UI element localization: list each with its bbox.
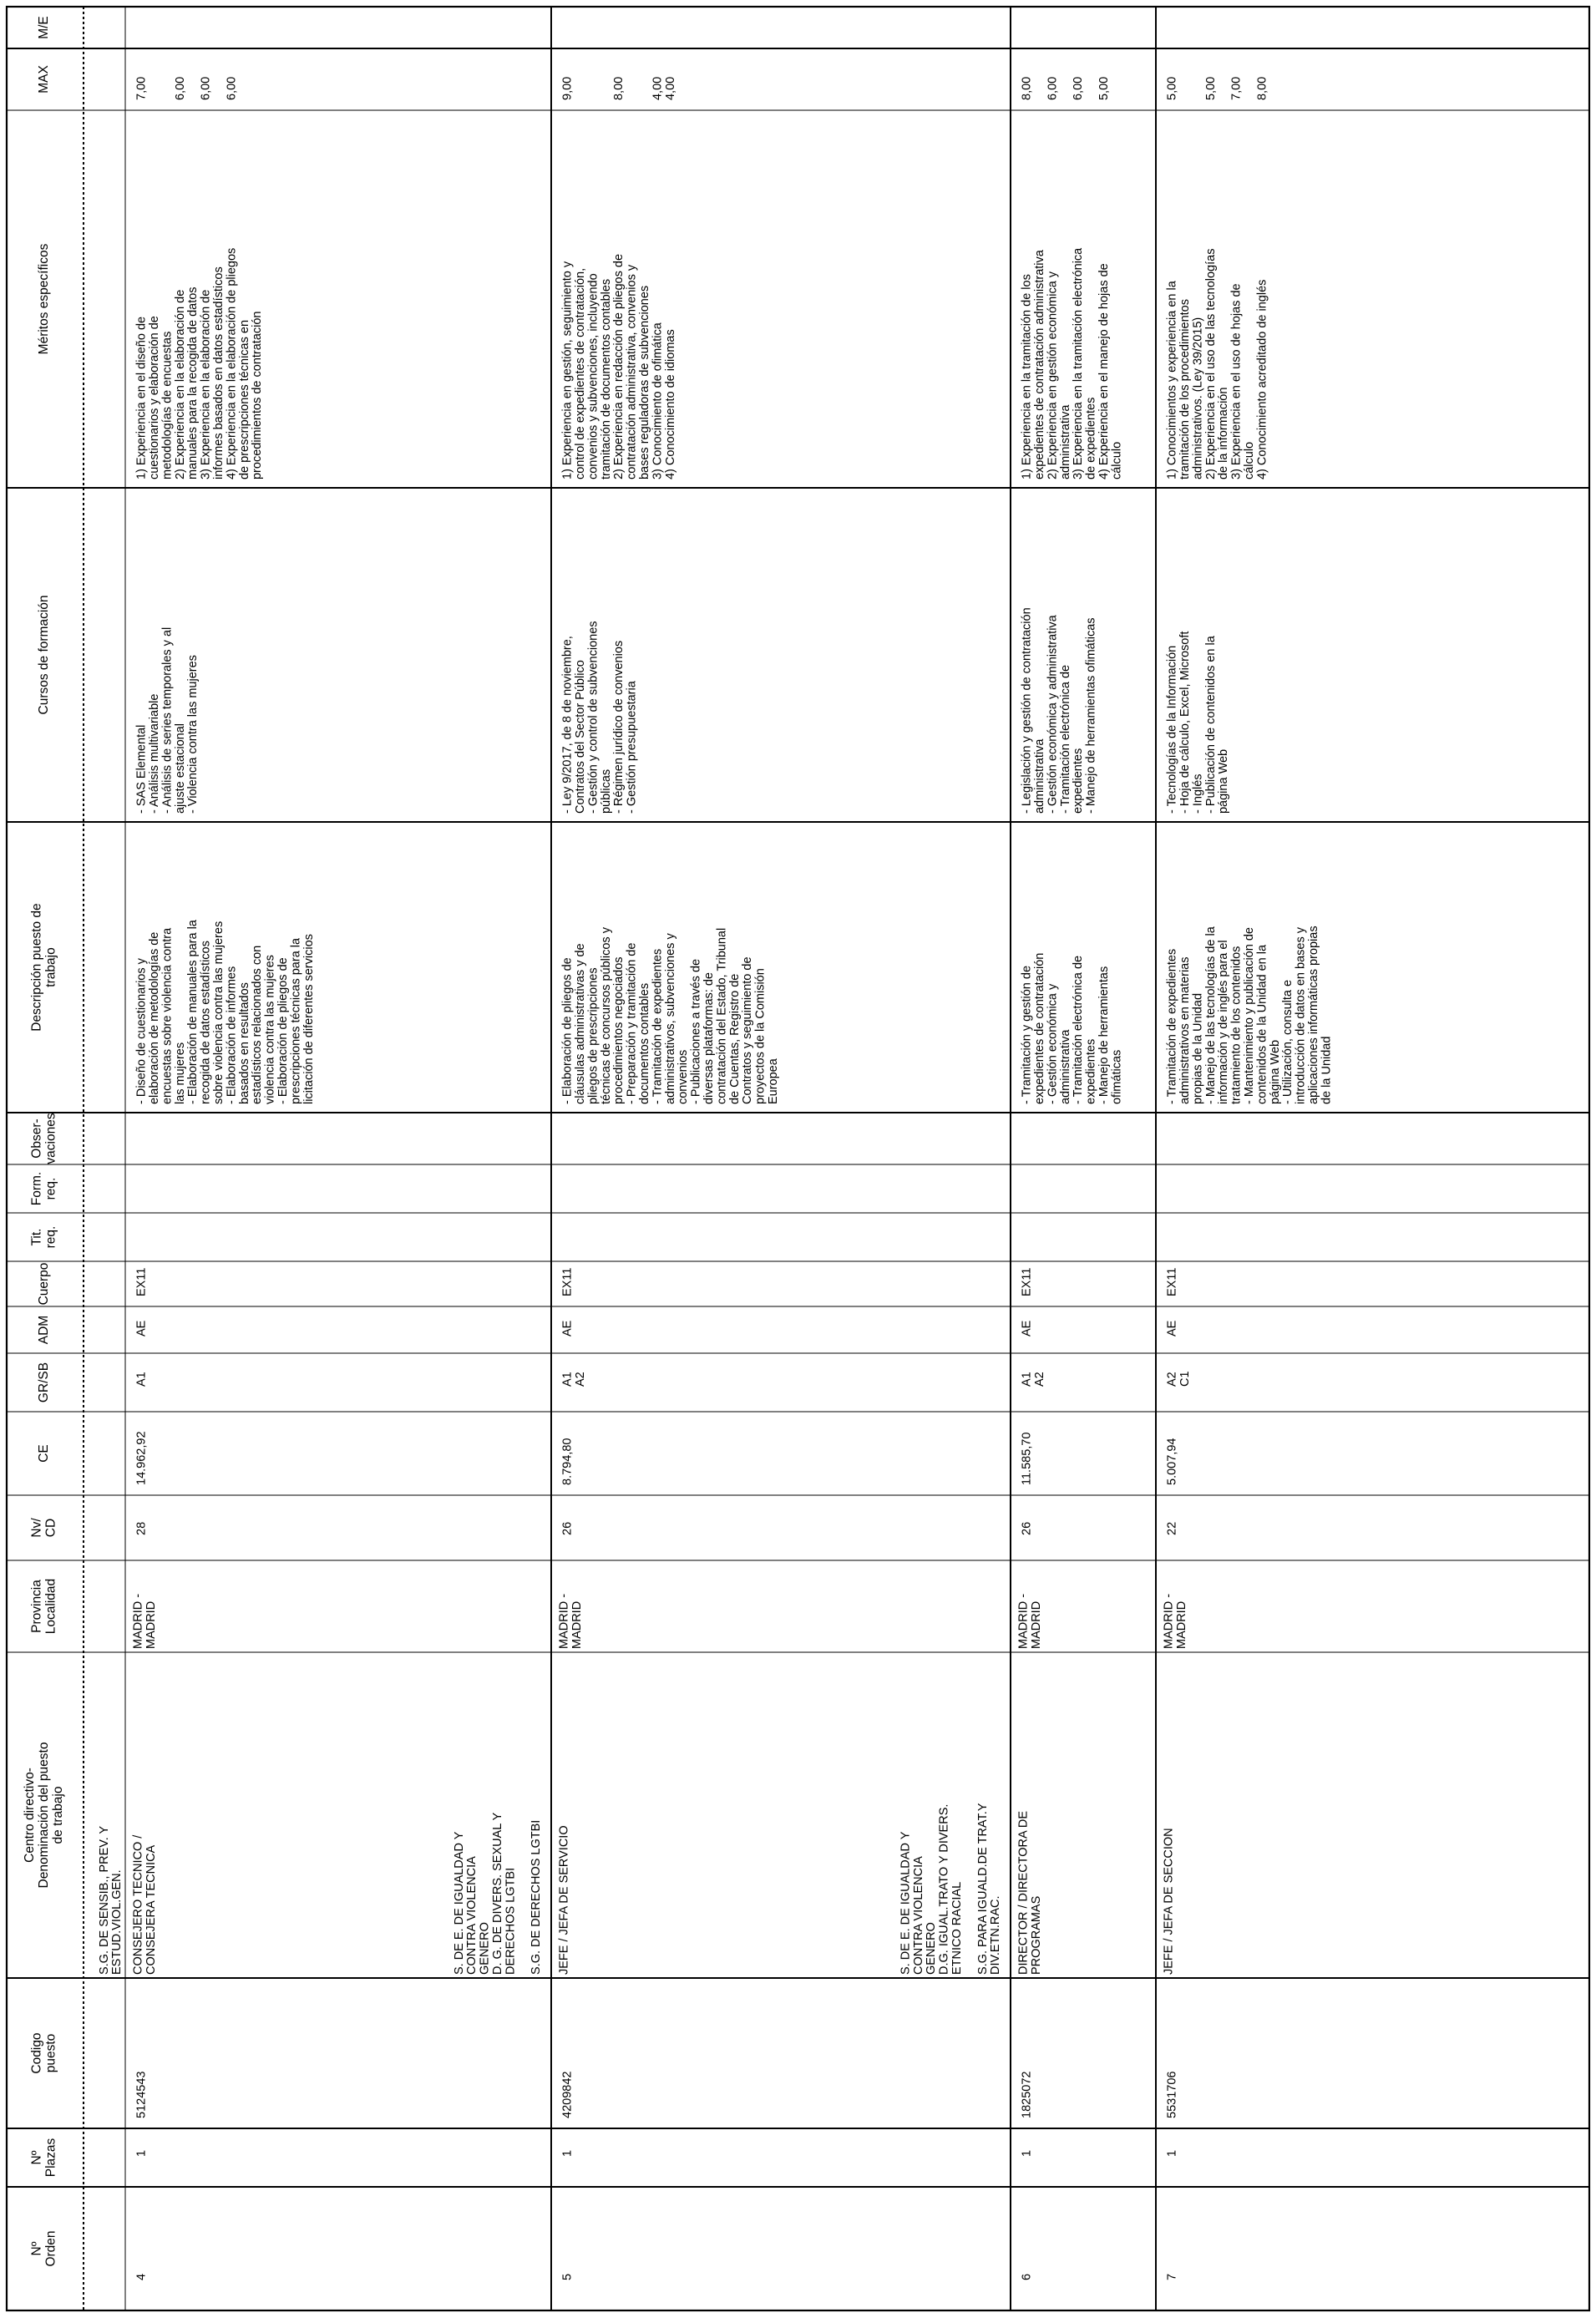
text-line: Cursos de formación (36, 595, 51, 715)
text-line: bases reguladoras de subvenciones (637, 285, 651, 479)
text-line: metodologías de encuestas (160, 331, 175, 479)
text-line: MADRID (1174, 1600, 1188, 1649)
text-line: - Tramitación de expedientes (651, 948, 665, 1104)
cell-cursos (135, 627, 200, 814)
text-line: MADRID - (1016, 1593, 1031, 1649)
cell-provincia (558, 1594, 584, 1649)
text-line: - Mantenimiento y publicación de (1242, 927, 1256, 1104)
cell-provincia (1163, 1594, 1188, 1649)
text-line: administrativa (1058, 404, 1072, 479)
max-value: 6,00 (1072, 76, 1086, 100)
text-line: las mujeres (173, 1042, 187, 1104)
cell-provincia (1017, 1594, 1043, 1649)
text-line: - Legislación y gestión de contratación (1020, 607, 1034, 814)
text-line: - Análisis de series temporales y al (160, 626, 175, 814)
text-line: - Inglés (1191, 773, 1205, 814)
text-line: prescripciones técnicas para la (289, 937, 303, 1104)
text-line: Contratos del Sector Público (573, 660, 587, 814)
text-line: - Tecnologías de la Información (1165, 645, 1179, 814)
text-line: - Elaboración de pliegos de (276, 957, 290, 1104)
text-line: 7 (1165, 2273, 1179, 2280)
cell-centro-unidad (899, 1803, 1002, 1975)
header-cuerpo (37, 1263, 51, 1306)
text-line: contratación del Estado, Tribunal (715, 927, 729, 1104)
text-line: - SAS Elemental (134, 724, 149, 814)
text-line: ajuste estacional (173, 723, 187, 814)
text-line: GR/SB (36, 1362, 51, 1403)
text-line: encuestas sobre violencia contra (160, 927, 175, 1104)
text-line: Localidad (43, 1578, 58, 1635)
text-line: - Tramitación electrónica de (1072, 955, 1086, 1104)
text-line: - Elaboración de informes (225, 966, 239, 1104)
cell-centro-unidad (453, 1812, 543, 1975)
max-value: 6,00 (199, 76, 213, 100)
text-line: EX11 (1020, 1267, 1034, 1296)
text-line: públicas (599, 768, 613, 814)
max-value: 5,00 (1165, 76, 1179, 100)
text-line: CD (43, 1518, 58, 1538)
text-line: administrativa (1058, 1029, 1072, 1104)
text-line: Cuerpo (36, 1262, 51, 1306)
text-line: 2) Experiencia en la elaboración de (173, 289, 187, 479)
text-line: 4) Experiencia en la elaboración de pliegos (225, 247, 239, 479)
cell-puesto (1017, 1811, 1043, 1975)
text-line: convenios y subvenciones, incluyendo (586, 273, 600, 479)
text-line: cálculo (1110, 441, 1124, 479)
text-line: 4 (134, 2273, 149, 2280)
cell-plazas (1166, 2150, 1179, 2157)
max-value: 7,00 (134, 76, 149, 100)
text-line: puesto (43, 2033, 58, 2073)
text-line: técnicas de concursos públicos y (599, 927, 613, 1104)
max-value: 4,00 (651, 76, 665, 100)
header-plazas (29, 2138, 58, 2177)
text-line: Obser- (29, 1118, 44, 1159)
text-line: administrativos en materias (1178, 956, 1192, 1104)
text-line: aplicaciones informáticas propias (1306, 926, 1320, 1104)
text-line: CONTRA VIOLENCIA (911, 1856, 925, 1975)
cell-puesto (1163, 1828, 1176, 1975)
text-line: contenidos de la Unidad en la (1255, 944, 1269, 1104)
text-line: 1) Conocimientos y experiencia en la (1165, 281, 1179, 479)
text-line: 26 (1020, 1521, 1034, 1535)
text-line: - Análisis multivariable (147, 693, 161, 814)
text-line: Form. (29, 1171, 44, 1206)
text-line: AE (560, 1320, 575, 1336)
text-line: cálculo (1242, 441, 1256, 479)
text-line: - Régimen jurídico de convenios (612, 640, 626, 814)
text-line: ofimáticas (1110, 1049, 1124, 1104)
header-nivel (29, 1518, 58, 1538)
text-line: información y de inglés para el (1217, 940, 1231, 1104)
cell-puesto (558, 1825, 571, 1975)
text-line: A2 (573, 1372, 587, 1387)
text-line: A1 (560, 1372, 575, 1387)
text-line: contratación administrativa, convenios y (625, 264, 639, 479)
header-codigo (29, 2032, 58, 2073)
text-line: MADRID - (1162, 1593, 1176, 1649)
table-row (98, 77, 316, 2280)
cell-meritos (1166, 249, 1269, 479)
text-line: Méritos específicos (36, 243, 51, 355)
cell-descripcion (1166, 926, 1334, 1104)
text-line: procedimientos negociados (612, 956, 626, 1104)
text-line: - Diseño de cuestionarios y (134, 958, 149, 1104)
text-line: página Web (1217, 748, 1231, 814)
text-line: CONSEJERA TECNICA (144, 1844, 158, 1975)
text-line: C1 (1178, 1371, 1192, 1387)
text-line: EX11 (134, 1267, 149, 1296)
cell-nivel (1166, 1522, 1179, 1535)
text-line: MADRID (1029, 1600, 1043, 1649)
text-line: EX11 (1165, 1267, 1179, 1296)
text-line: ETNICO RACIAL (950, 1881, 964, 1975)
text-line: tratamiento de los contenidos (1229, 946, 1244, 1104)
header-ce (37, 1444, 51, 1463)
text-line: MADRID (570, 1600, 584, 1649)
text-line: manuales para la recogida de datos (186, 287, 200, 479)
text-line: JEFE / JEFA DE SECCION (1162, 1828, 1176, 1975)
table-row (1163, 77, 1334, 2280)
cell-provincia (132, 1594, 158, 1649)
table-header (23, 16, 65, 2266)
text-line: expedientes de contratación (1032, 952, 1046, 1104)
cell-meritos (561, 254, 677, 479)
text-line: 1825072 (1020, 2071, 1034, 2118)
cell-cuerpo (1021, 1268, 1034, 1296)
header-meritos (37, 243, 51, 354)
cell-codigo (1021, 2072, 1034, 2118)
text-line: A2 (1032, 1372, 1046, 1387)
cell-orden (135, 2274, 149, 2280)
cell-plazas (561, 2150, 575, 2157)
text-line: - Gestión económica y administrativa (1046, 615, 1060, 814)
text-line: DIV.ETN.RAC. (989, 1895, 1003, 1975)
text-line: - Gestión presupuestaria (625, 681, 639, 814)
text-line: CONTRA VIOLENCIA (465, 1856, 479, 1975)
cell-adm (561, 1320, 575, 1336)
cell-nivel (561, 1522, 575, 1535)
text-line: MAX (36, 65, 51, 94)
cell-codigo (561, 2072, 575, 2118)
max-value: 6,00 (173, 76, 187, 100)
text-line: - Hoja de cálculo, Excel, Microsoft (1178, 631, 1192, 814)
text-line: licitación de diferentes servicios (301, 934, 316, 1104)
text-line: administrativos. (Ley 39/2015) (1191, 317, 1205, 479)
text-line: JEFE / JEFA DE SERVICIO (557, 1825, 571, 1975)
cell-descripcion (135, 919, 316, 1104)
text-line: diversas plataformas: de (702, 972, 716, 1104)
header-grupo (37, 1362, 51, 1402)
text-line: proyectos de la Comisión (753, 968, 768, 1104)
text-line: Contratos y seguimiento de (741, 956, 755, 1104)
text-line: Denominación del puesto (36, 1742, 51, 1889)
header-max (37, 65, 51, 94)
cell-descripcion (1021, 953, 1124, 1104)
text-line: GENERO (478, 1922, 492, 1975)
text-line: 5124543 (134, 2071, 149, 2118)
text-line: PROGRAMAS (1029, 1895, 1043, 1975)
text-line: de trabajo (50, 1786, 65, 1844)
cell-meritos (135, 248, 265, 479)
text-line: 4) Conocimiento de idiomas (663, 329, 677, 479)
header-centro (23, 1742, 65, 1889)
cell-nivel (135, 1522, 149, 1535)
text-line: Orden (43, 2230, 58, 2267)
cell-grupo (1166, 1371, 1192, 1387)
text-line: DIRECTOR / DIRECTORA DE (1016, 1810, 1031, 1975)
text-line: estadísticos relacionados con (251, 945, 265, 1104)
cell-codigo (135, 2072, 149, 2118)
text-line: 6 (1020, 2273, 1034, 2280)
text-line: 3) Experiencia en la tramitación electrónica (1072, 247, 1086, 479)
text-line: CE (36, 1444, 51, 1463)
header-descripcion (29, 903, 58, 1031)
text-line: CONSEJERO TECNICO / (131, 1834, 145, 1975)
text-line: 28 (134, 1521, 149, 1535)
header-formacion (29, 1172, 58, 1205)
text-line: - Tramitación de expedientes (1165, 948, 1179, 1104)
max-value: 9,00 (560, 76, 575, 100)
text-line: expedientes (1072, 748, 1086, 814)
text-line: MADRID - (557, 1593, 571, 1649)
text-line: D.G. IGUAL.TRATO Y DIVERS. (937, 1803, 951, 1975)
text-line: S.G. PARA IGUALD.DE TRAT.Y (975, 1803, 990, 1975)
text-line: administrativos, subvenciones y (663, 933, 677, 1104)
text-line: 2) Experiencia en redacción de pliegos de (612, 253, 626, 479)
text-line: Codigo (29, 2032, 44, 2074)
header-titulacion (29, 1226, 58, 1249)
text-line: Europea (766, 1058, 780, 1104)
header-orden (29, 2230, 58, 2266)
text-line: 22 (1165, 1521, 1179, 1535)
text-line: 1) Experiencia en el diseño de (134, 316, 149, 479)
text-line: - Elaboración de pliegos de (560, 957, 575, 1104)
text-line: 1 (1020, 2149, 1034, 2157)
text-line: req. (43, 1177, 58, 1200)
text-line: Descripción puesto de (29, 903, 44, 1032)
cell-cuerpo (135, 1268, 149, 1296)
text-line: A1 (134, 1372, 149, 1387)
cell-plazas (135, 2150, 149, 2157)
text-line: M/E (36, 16, 51, 39)
text-line: vaciones (43, 1113, 58, 1164)
text-line: MADRID - (131, 1593, 145, 1649)
text-line: Nv/ (29, 1518, 44, 1538)
cell-ce (561, 1438, 575, 1485)
text-line: sobre violencia contra las mujeres (211, 921, 225, 1104)
header-cursos (37, 595, 51, 714)
header-adm (37, 1316, 51, 1344)
max-value: 6,00 (1046, 76, 1060, 100)
text-line: 3) Conocimiento de ofimática (651, 322, 665, 479)
max-value: 8,00 (1020, 76, 1034, 100)
text-line: elaboración de metodologías de (147, 931, 161, 1104)
text-line: GENERO (925, 1922, 939, 1975)
text-line: propias de la Unidad (1191, 992, 1205, 1104)
text-line: ADM (36, 1315, 51, 1345)
text-line: S.G. DE DERECHOS LGTBI (529, 1819, 544, 1975)
cell-centro-unidad (98, 1826, 124, 1975)
text-line: 3) Experiencia en el uso de hojas de (1229, 283, 1244, 479)
text-line: req. (43, 1225, 58, 1249)
cell-cursos (561, 621, 639, 814)
cell-max (561, 77, 677, 100)
header-me (37, 16, 51, 39)
cell-cursos (1166, 631, 1231, 814)
text-line: S.G. DE SENSIB., PREV. Y (97, 1825, 111, 1975)
text-line: recogida de datos estadísticos (199, 941, 213, 1104)
text-line: control de expedientes de contratación, (573, 267, 587, 479)
text-line: AE (1020, 1320, 1034, 1336)
text-line: página Web (1268, 1039, 1282, 1104)
text-line: 2) Experiencia en el uso de las tecnologías (1203, 248, 1218, 479)
text-line: - Utilización, consulta e (1281, 979, 1295, 1104)
text-line: cuestionarios y elaboración de (147, 316, 161, 479)
text-line: expedientes de contratación administrativa (1032, 250, 1046, 479)
text-line: Plazas (43, 2138, 58, 2178)
cell-orden (1021, 2274, 1034, 2280)
cell-max (135, 77, 239, 100)
text-line: violencia contra las mujeres (263, 955, 277, 1104)
cell-orden (1166, 2274, 1179, 2280)
text-line: 1 (560, 2149, 575, 2157)
text-line: 1) Experiencia en la tramitación de los (1020, 274, 1034, 479)
text-line: - Manejo de herramientas ofimáticas (1084, 617, 1098, 814)
text-line: 4209842 (560, 2071, 575, 2118)
text-line: 3) Experiencia en la elaboración de (199, 289, 213, 479)
text-line: MADRID (144, 1600, 158, 1649)
text-line: 8.794,80 (560, 1438, 575, 1485)
cell-descripcion (561, 926, 780, 1104)
text-line: 1 (1165, 2149, 1179, 2157)
text-line: 11.585,70 (1020, 1432, 1034, 1485)
cell-cuerpo (1166, 1268, 1179, 1296)
max-value: 4,00 (663, 76, 677, 100)
cell-max (1021, 77, 1111, 100)
text-line: administrativa (1032, 738, 1046, 814)
cell-adm (1021, 1320, 1034, 1336)
text-line: 5.007,94 (1165, 1438, 1179, 1485)
header-observaciones (29, 1113, 58, 1164)
text-line: introducción de datos en bases y (1294, 927, 1308, 1104)
text-line: 4) Experiencia en el manejo de hojas de (1097, 263, 1111, 479)
text-line: AE (1165, 1320, 1179, 1336)
text-line: tramitación de documentos contables (599, 278, 613, 479)
text-line: Nº (29, 2150, 44, 2165)
header-provincia (29, 1579, 58, 1634)
text-line: 1 (134, 2149, 149, 2157)
text-line: de la Unidad (1320, 1036, 1334, 1104)
cell-cursos (1021, 607, 1098, 814)
cell-nivel (1021, 1522, 1034, 1535)
text-line: de Cuentas, Registro de (727, 973, 742, 1104)
cell-puesto (132, 1834, 158, 1975)
text-line: tramitación de los procedimientos (1178, 299, 1192, 479)
cell-orden (561, 2274, 575, 2280)
text-line: expedientes (1084, 1038, 1098, 1104)
text-line: - Violencia contra las mujeres (186, 655, 200, 814)
table-row (453, 77, 780, 2280)
text-line: A1 (1020, 1372, 1034, 1387)
text-line: convenios (676, 1049, 691, 1104)
text-line: ESTUD.VIOL.GEN. (110, 1869, 124, 1975)
max-value: 5,00 (1203, 76, 1218, 100)
text-line: - Preparación y tramitación de (625, 942, 639, 1104)
text-line: documentos contables (637, 982, 651, 1104)
cell-grupo (1021, 1372, 1046, 1387)
cell-codigo (1166, 2072, 1179, 2118)
text-line: pliegos de prescripciones (586, 967, 600, 1104)
cell-grupo (135, 1372, 149, 1387)
text-line: - Gestión económica y (1046, 983, 1060, 1104)
text-line: - Manejo de herramientas (1097, 966, 1111, 1104)
text-line: S. DE E. DE IGUALDAD Y (452, 1831, 466, 1975)
text-line: Tit. (29, 1228, 44, 1246)
cell-ce (135, 1431, 149, 1485)
max-value: 8,00 (612, 76, 626, 100)
cell-ce (1166, 1438, 1179, 1485)
text-line: - Publicaciones a través de (689, 958, 703, 1104)
text-line: - Ley 9/2017, de 8 de noviembre, (560, 636, 575, 814)
text-line: 26 (560, 1521, 575, 1535)
text-line: 4) Conocimiento acreditado de inglés (1255, 279, 1269, 479)
text-line: A2 (1165, 1372, 1179, 1387)
text-line: 5531706 (1165, 2071, 1179, 2118)
text-line: informes basados en datos estadísticos (211, 266, 225, 479)
text-line: basados en resultados (237, 982, 251, 1104)
cell-cuerpo (561, 1268, 575, 1296)
text-line: 14.962,92 (134, 1431, 149, 1485)
text-line: D. G. DE DIVERS. SEXUAL Y (490, 1812, 504, 1975)
text-line: 2) Experiencia en gestión económica y (1046, 271, 1060, 479)
text-line: 5 (560, 2273, 575, 2280)
text-line: - Gestión y control de subvenciones (586, 621, 600, 814)
text-line: DERECHOS LGTBI (504, 1867, 518, 1975)
cell-max (1166, 77, 1269, 100)
text-line: de la información (1217, 387, 1231, 479)
cell-adm (1166, 1320, 1179, 1336)
text-line: EX11 (560, 1267, 575, 1296)
text-line: trabajo (43, 947, 58, 987)
cell-plazas (1021, 2150, 1034, 2157)
text-line: de prescripciones técnicas en (237, 319, 251, 479)
cell-grupo (561, 1372, 587, 1387)
text-line: - Publicación de contenidos en la (1203, 636, 1218, 814)
text-line: - Manejo de las tecnologías de la (1203, 926, 1218, 1104)
text-line: cláusulas administrativas y de (573, 943, 587, 1104)
text-line: AE (134, 1320, 149, 1336)
text-line: 1) Experiencia en gestión, seguimiento y (560, 261, 575, 479)
text-line: - Tramitación y gestión de (1020, 965, 1034, 1104)
text-line: de expedientes (1084, 397, 1098, 479)
text-line: - Tramitación electrónica de (1058, 664, 1072, 814)
max-value: 6,00 (225, 76, 239, 100)
cell-meritos (1021, 247, 1124, 479)
max-value: 8,00 (1255, 76, 1269, 100)
max-value: 7,00 (1229, 76, 1244, 100)
text-line: Provincia (29, 1580, 44, 1633)
text-line: Centro directivo- (22, 1768, 37, 1863)
text-line: Nº (29, 2241, 44, 2256)
text-line: S. DE E. DE IGUALDAD Y (899, 1831, 913, 1975)
max-value: 5,00 (1097, 76, 1111, 100)
cell-adm (135, 1320, 149, 1336)
text-line: - Elaboración de manuales para la (186, 920, 200, 1104)
cell-ce (1021, 1433, 1034, 1485)
text-line: procedimientos de contratación (251, 311, 265, 479)
